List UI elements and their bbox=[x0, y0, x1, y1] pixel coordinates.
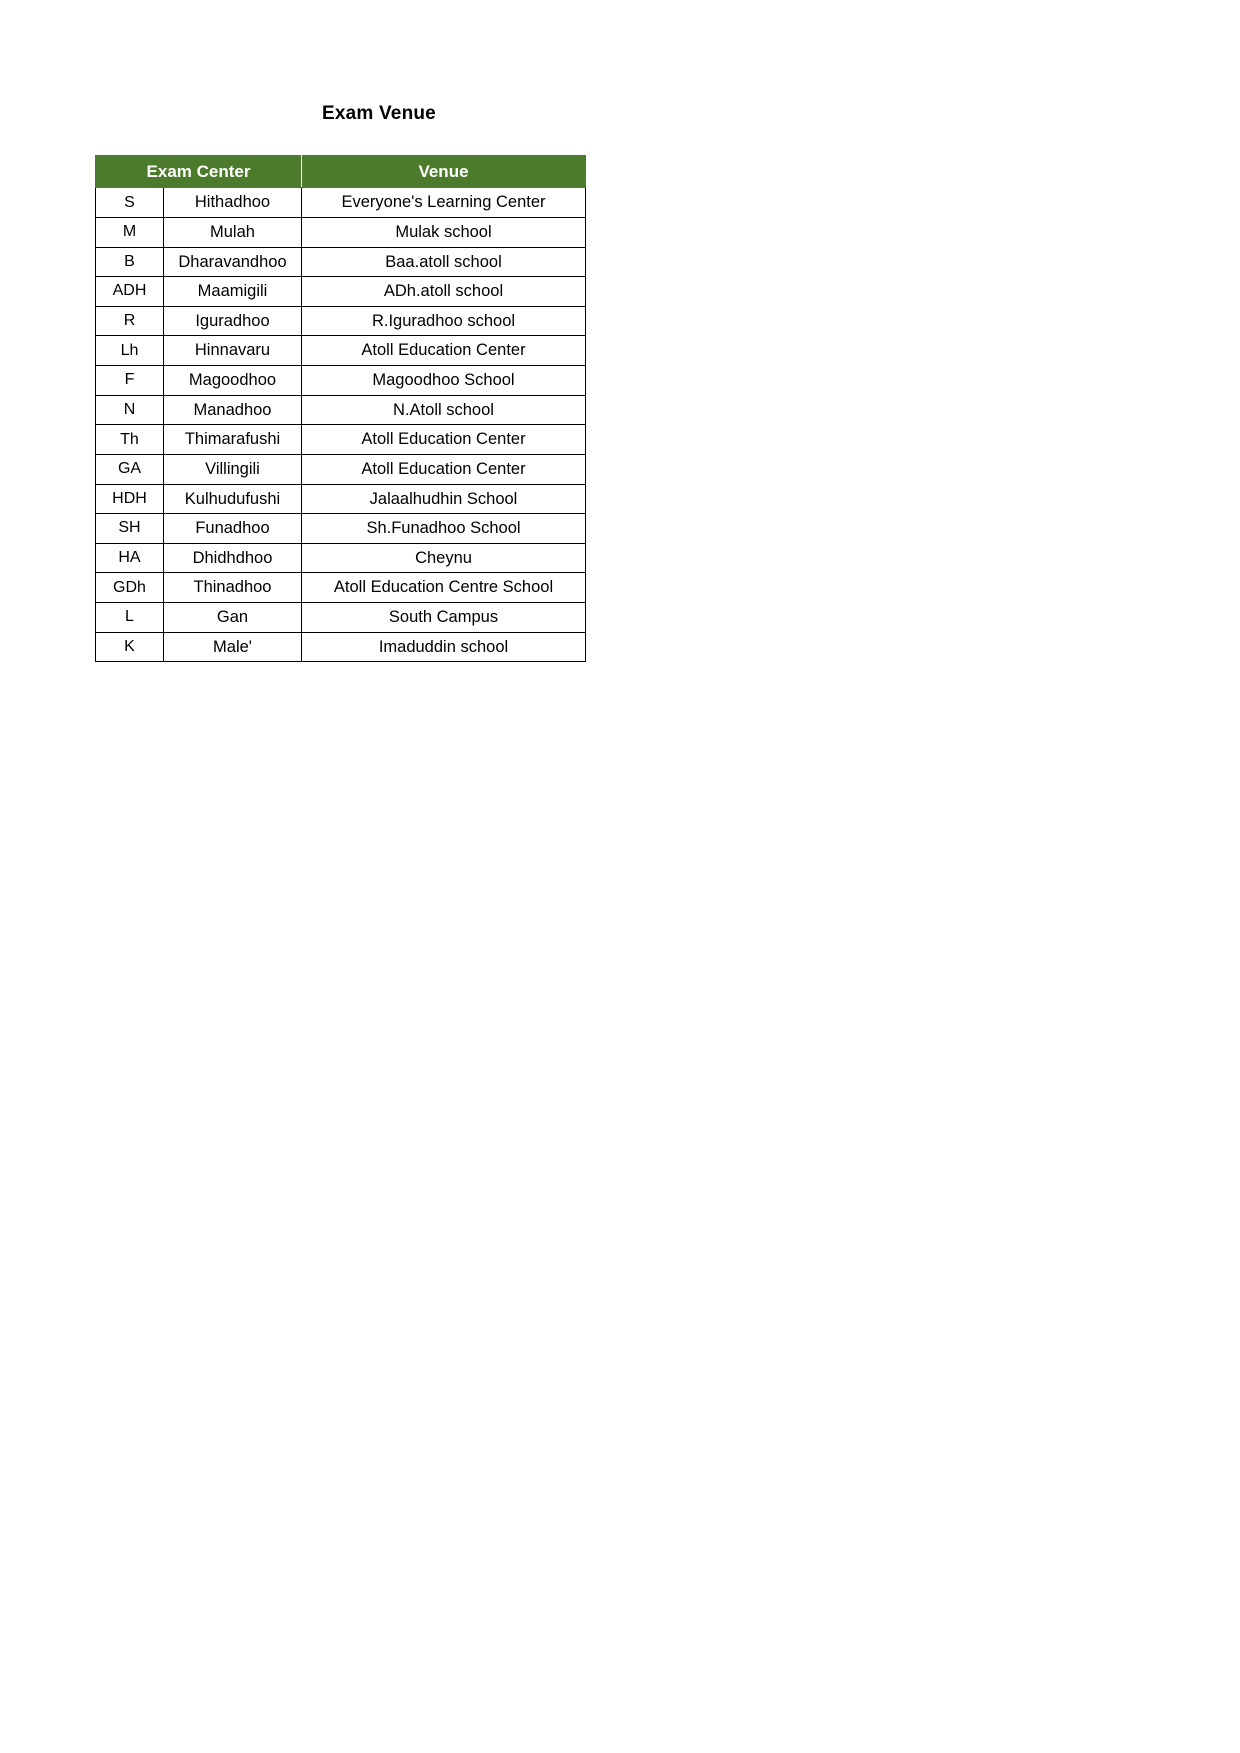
cell-center-code: N bbox=[96, 395, 164, 425]
cell-center-name: Dhidhdhoo bbox=[164, 543, 302, 573]
column-header-exam-center: Exam Center bbox=[96, 156, 302, 188]
table-row bbox=[96, 247, 586, 277]
cell-venue: N.Atoll school bbox=[302, 395, 586, 425]
cell-center-code: ADH bbox=[96, 277, 164, 307]
cell-center-name: Funadhoo bbox=[164, 514, 302, 544]
cell-venue: Baa.atoll school bbox=[302, 247, 586, 277]
cell-center-code: R bbox=[96, 306, 164, 336]
cell-venue: Jalaalhudhin School bbox=[302, 484, 586, 514]
table-header bbox=[96, 156, 586, 188]
table-body bbox=[96, 188, 586, 662]
cell-venue: Imaduddin school bbox=[302, 632, 586, 662]
table-row bbox=[96, 484, 586, 514]
cell-center-name: Hinnavaru bbox=[164, 336, 302, 366]
cell-venue: Atoll Education Center bbox=[302, 454, 586, 484]
cell-center-code: B bbox=[96, 247, 164, 277]
cell-center-name: Villingili bbox=[164, 454, 302, 484]
cell-center-code: GDh bbox=[96, 573, 164, 603]
page-title: Exam Venue bbox=[322, 103, 436, 124]
table-row bbox=[96, 395, 586, 425]
cell-venue: Atoll Education Center bbox=[302, 425, 586, 455]
table-row bbox=[96, 514, 586, 544]
column-header-venue: Venue bbox=[302, 156, 586, 188]
cell-center-name: Thinadhoo bbox=[164, 573, 302, 603]
cell-venue: Atoll Education Centre School bbox=[302, 573, 586, 603]
cell-venue: South Campus bbox=[302, 603, 586, 633]
cell-center-code: HDH bbox=[96, 484, 164, 514]
cell-center-name: Mulah bbox=[164, 217, 302, 247]
cell-center-code: M bbox=[96, 217, 164, 247]
cell-center-name: Gan bbox=[164, 603, 302, 633]
cell-center-name: Iguradhoo bbox=[164, 306, 302, 336]
table-row bbox=[96, 543, 586, 573]
cell-center-code: Th bbox=[96, 425, 164, 455]
cell-venue: Cheynu bbox=[302, 543, 586, 573]
table-row bbox=[96, 366, 586, 396]
table-row bbox=[96, 603, 586, 633]
cell-center-code: Lh bbox=[96, 336, 164, 366]
exam-venue-table bbox=[95, 155, 586, 662]
cell-center-name: Hithadhoo bbox=[164, 188, 302, 218]
table-row bbox=[96, 188, 586, 218]
cell-center-name: Magoodhoo bbox=[164, 366, 302, 396]
table-row bbox=[96, 425, 586, 455]
cell-venue: Mulak school bbox=[302, 217, 586, 247]
table-row bbox=[96, 573, 586, 603]
cell-center-code: L bbox=[96, 603, 164, 633]
cell-center-code: GA bbox=[96, 454, 164, 484]
cell-center-code: K bbox=[96, 632, 164, 662]
table-header-row bbox=[96, 156, 586, 188]
cell-venue: Magoodhoo School bbox=[302, 366, 586, 396]
table-row bbox=[96, 277, 586, 307]
cell-venue: ADh.atoll school bbox=[302, 277, 586, 307]
table-row bbox=[96, 306, 586, 336]
cell-center-code: SH bbox=[96, 514, 164, 544]
cell-venue: R.Iguradhoo school bbox=[302, 306, 586, 336]
table-row bbox=[96, 217, 586, 247]
table-row bbox=[96, 336, 586, 366]
cell-center-name: Manadhoo bbox=[164, 395, 302, 425]
cell-center-code: HA bbox=[96, 543, 164, 573]
cell-center-name: Male' bbox=[164, 632, 302, 662]
table-row bbox=[96, 632, 586, 662]
cell-center-code: S bbox=[96, 188, 164, 218]
cell-venue: Everyone's Learning Center bbox=[302, 188, 586, 218]
cell-venue: Atoll Education Center bbox=[302, 336, 586, 366]
cell-center-name: Kulhudufushi bbox=[164, 484, 302, 514]
cell-center-name: Thimarafushi bbox=[164, 425, 302, 455]
cell-center-name: Dharavandhoo bbox=[164, 247, 302, 277]
cell-center-code: F bbox=[96, 366, 164, 396]
table-row bbox=[96, 454, 586, 484]
cell-center-name: Maamigili bbox=[164, 277, 302, 307]
cell-venue: Sh.Funadhoo School bbox=[302, 514, 586, 544]
